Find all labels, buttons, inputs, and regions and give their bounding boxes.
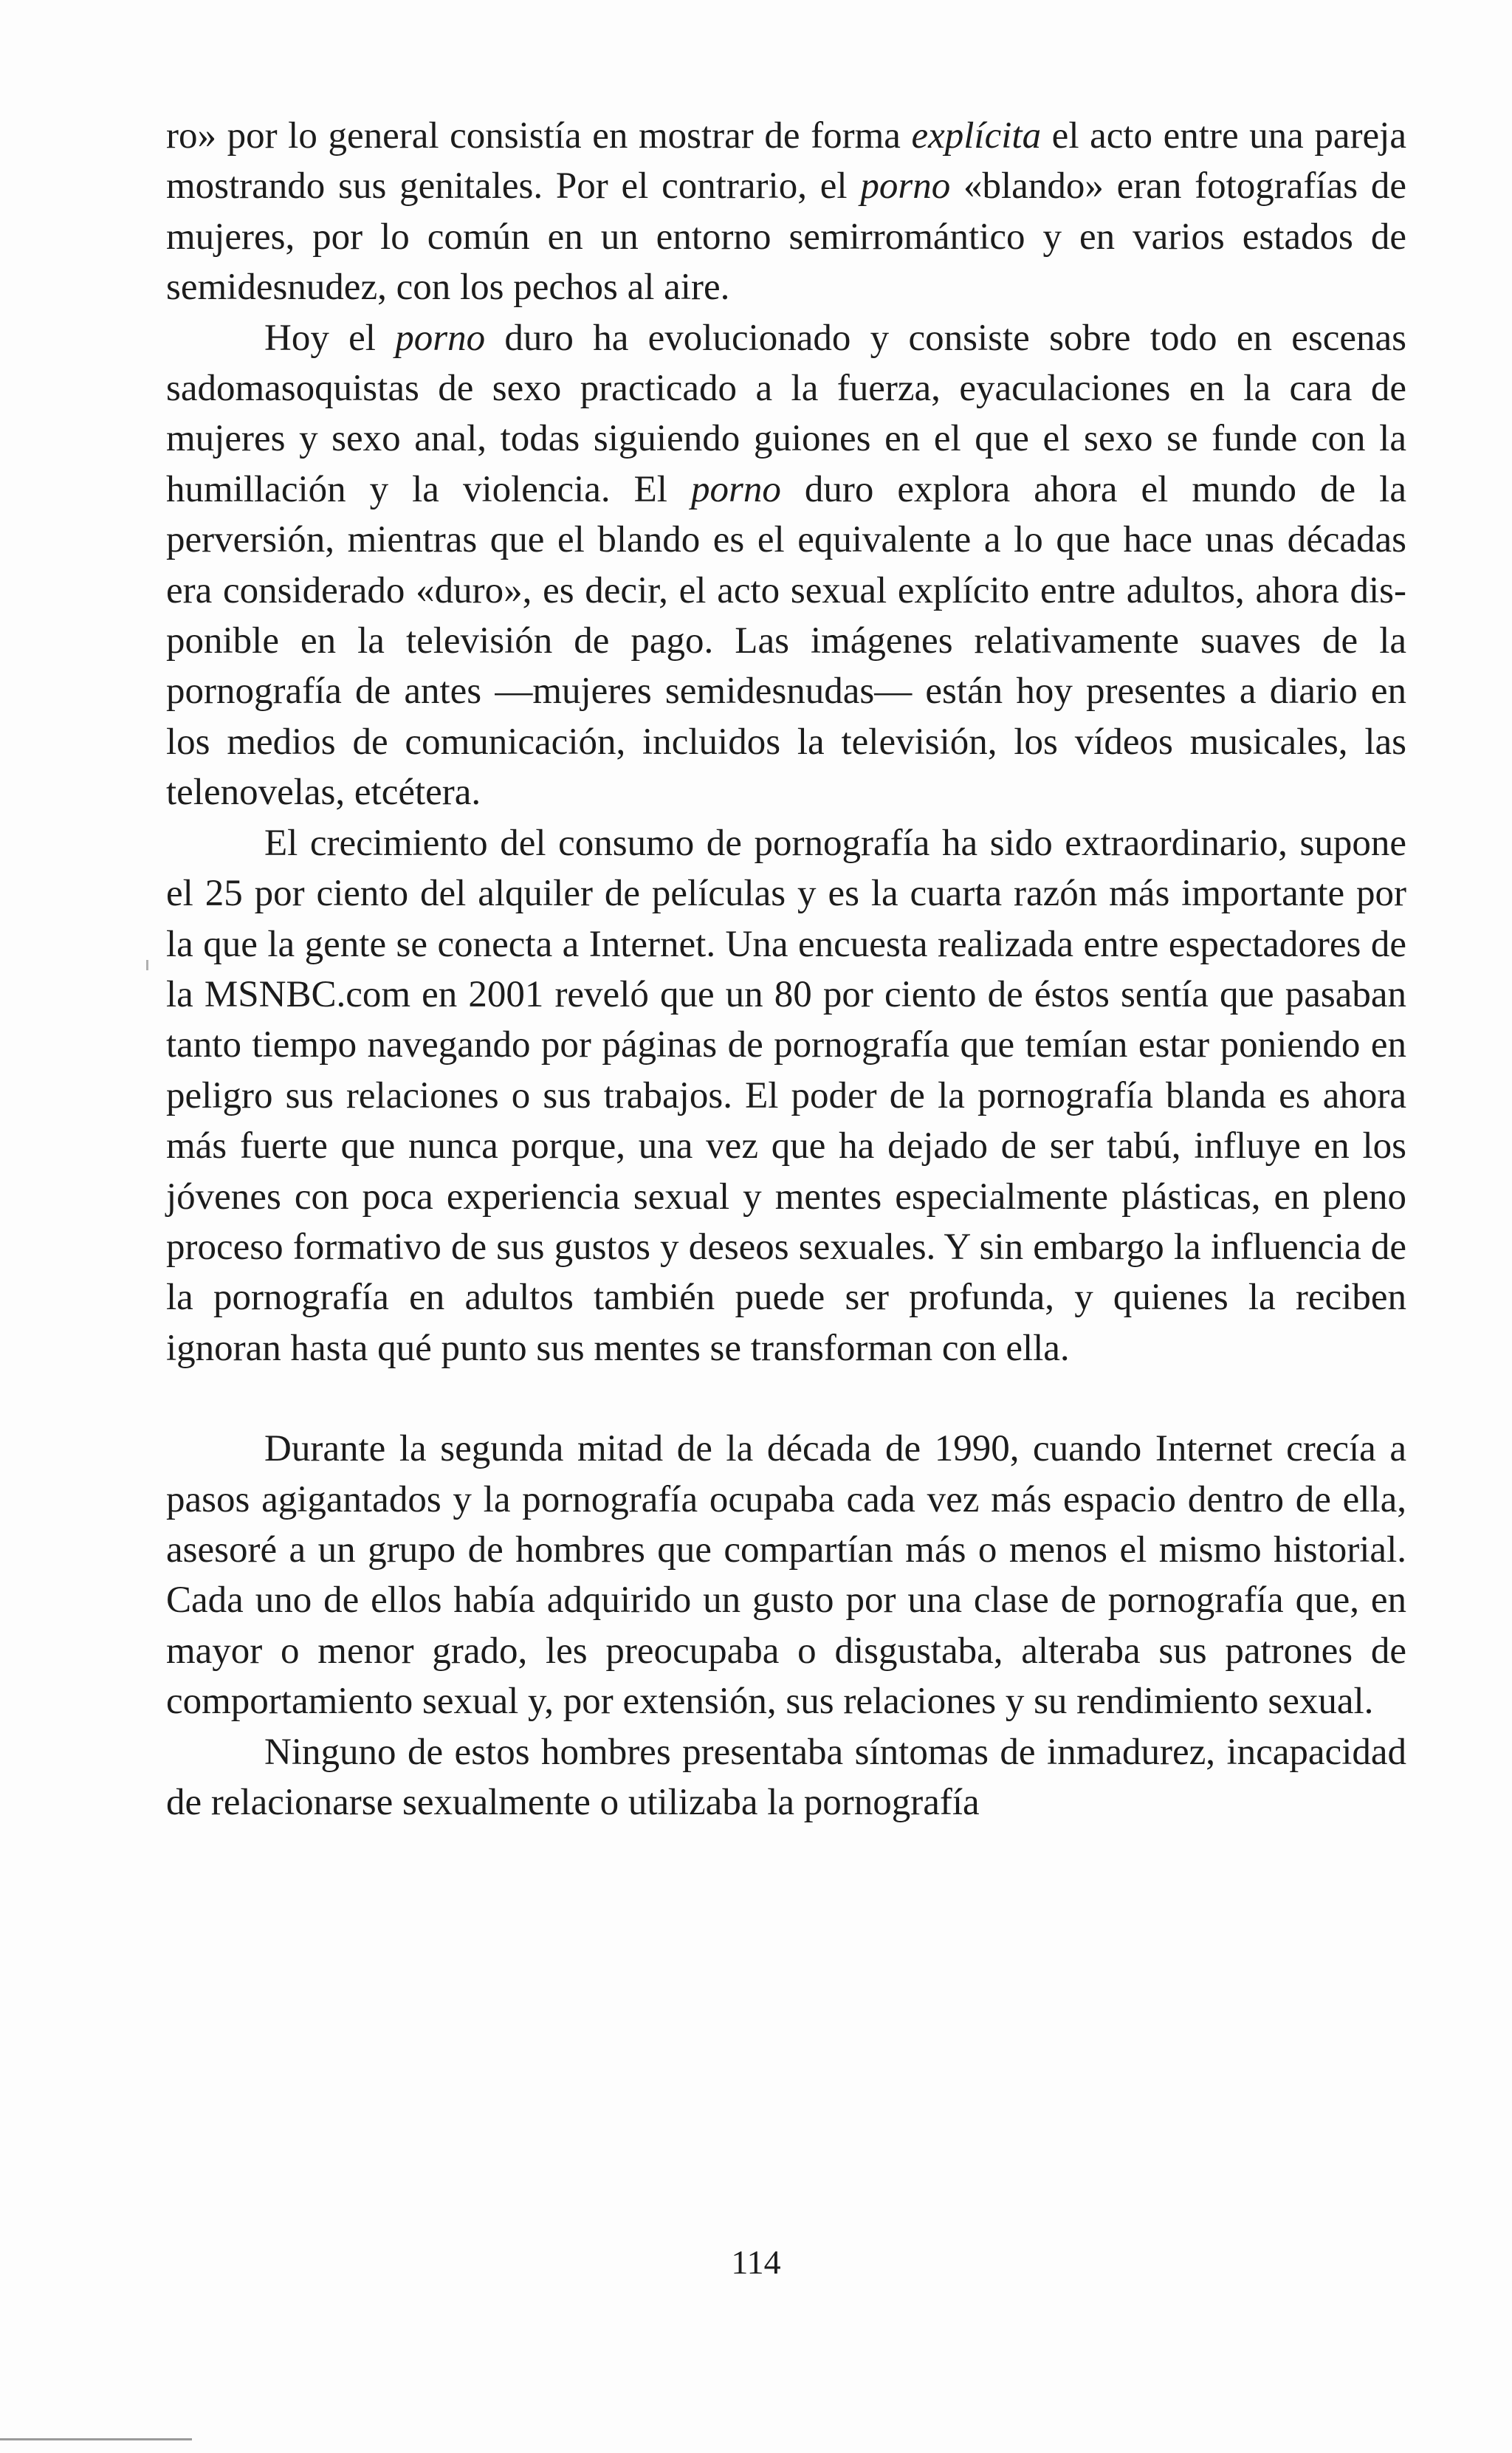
italic-word: porno (690, 468, 781, 510)
paragraph-p2 (166, 313, 1406, 818)
scan-speck (146, 960, 148, 970)
paragraph-p1 (166, 111, 1406, 313)
text-run: duro explora ahora el mundo de la perversión, mientras que el blando es el equivalente a lo que hace unas décadas era considerado «duro», es decir, el acto sexual explícito entre adultos, ahora disponible en la televisión de pago. Las imágenes relativamente suaves de la pornografía de antes —mujeres semidesnudas— están hoy presentes a diario en los medios de comunicación, incluidos la televisión, los vídeos musicales, las telenovelas, etcétera. (166, 468, 1406, 814)
text-run: Ninguno de estos hombres presentaba síntomas de inmadurez, incapacidad de relacionarse sexualmente o utilizaba la pornografía (166, 1731, 1406, 1823)
text-run: el acto entre una pareja mostrando sus genitales. Por el contrario, el (166, 115, 1406, 207)
page-body (166, 111, 1406, 1828)
text-run: ro» por lo general consistía en mostrar de forma (166, 115, 912, 157)
paragraph-p4 (166, 1424, 1406, 1726)
paragraph-p5 (166, 1727, 1406, 1828)
text-run: El crecimiento del consumo de pornografía ha sido extraordinario, supone el 25 por ciento del alquiler de películas y es la cuarta razón más importante por la que la gente se conecta a Internet. Una encuesta realizada entre espectadores de la MSNBC.com en 2001 reveló que un 80 por ciento de éstos sentía que pasaban tanto tiempo navegando por páginas de pornografía que temían estar poniendo en peligro sus relaciones o sus trabajos. El poder de la pornografía blanda es ahora más fuerte que nunca porque, una vez que ha dejado de ser tabú, influye en los jóvenes con poca experiencia sexual y mentes especialmente plásticas, en pleno proceso formativo de sus gustos y deseos sexuales. Y sin embargo la influencia de la pornografía en adultos también puede ser profunda, y quienes la reciben ignoran hasta qué punto sus mentes se transforman con ella. (166, 822, 1406, 1369)
text-run: Durante la segunda mitad de la década de 1990, cuando Internet crecía a pasos agigantados y la pornografía ocupaba cada vez más espacio dentro de ella, asesoré a un grupo de hombres que compartían más o menos el mismo historial. Cada uno de ellos había adquirido un gusto por una clase de pornografía que, en mayor o menor grado, les preocupaba o disgustaba, alteraba sus patrones de comportamiento sexual y, por extensión, sus relaciones y su rendimiento sexual. (166, 1428, 1406, 1723)
italic-word: explícita (911, 115, 1042, 157)
scan-edge-line (0, 2438, 192, 2440)
italic-word: porno (860, 165, 951, 207)
text-run: Hoy el (264, 317, 396, 359)
page-number: 114 (731, 2243, 781, 2281)
paragraph-p3 (166, 818, 1406, 1373)
text-run: «blando» eran fotografías de mujeres, por lo común en un entorno semirromántico y en varios estados de semidesnudez, con los pechos al aire. (166, 165, 1406, 309)
italic-word: porno (395, 317, 486, 359)
text-run: duro ha evolucionado y consiste sobre todo en escenas sadomasoquistas de sexo practicado a la fuerza, eyaculaciones en la cara de mujeres y sexo anal, todas siguiendo guiones en el que el sexo se funde con la humillación y la violencia. El (166, 317, 1407, 510)
